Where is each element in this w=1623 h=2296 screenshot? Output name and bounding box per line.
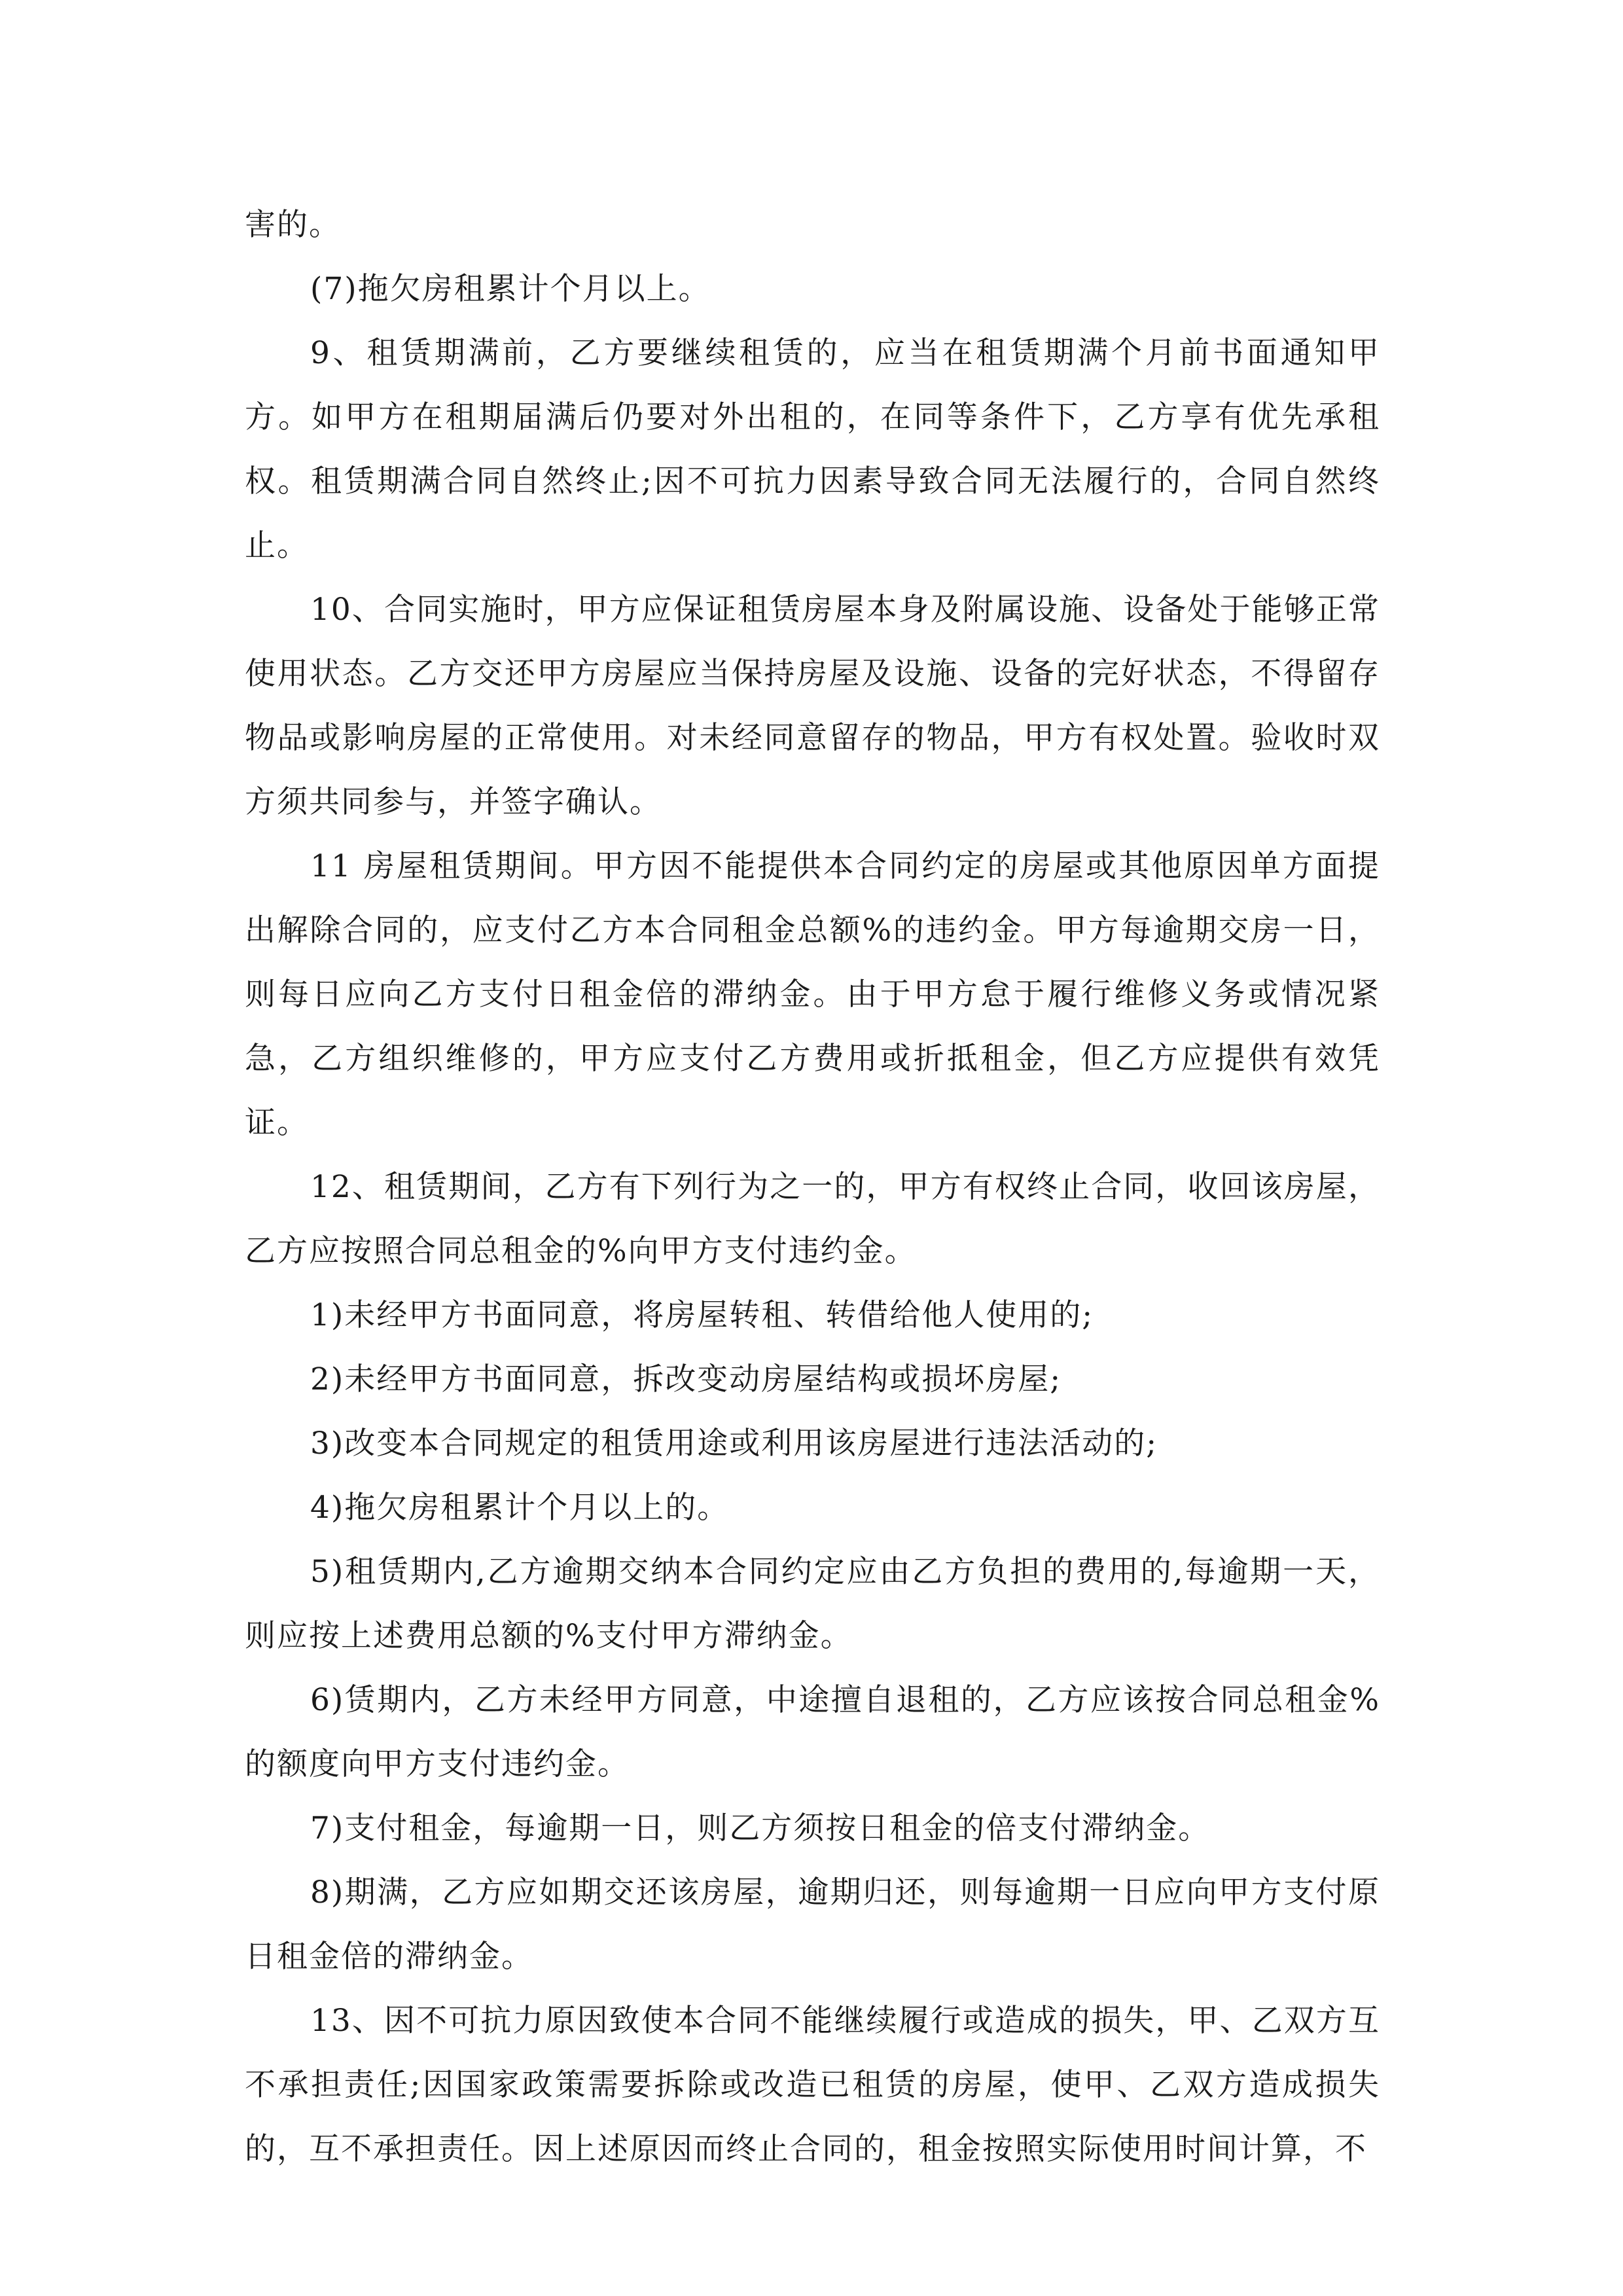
paragraph-clause-13: 13、因不可抗力原因致使本合同不能继续履行或造成的损失，甲、乙双方互不承担责任;因国家政策需要拆除或改造已租赁的房屋，使甲、乙双方造成损失的，互不承担责任。因上述原因而终止合同的，租金按照实际使用时间计算，不	[245, 2003, 1380, 2167]
paragraph-sub-8: 8)期满，乙方应如期交还该房屋，逾期归还，则每逾期一日应向甲方支付原日租金倍的滞纳金。	[245, 1874, 1380, 1975]
paragraph-item-7: (7)拖欠房租累计个月以上。	[310, 271, 711, 307]
paragraph-clause-10: 10、合同实施时，甲方应保证租赁房屋本身及附属设施、设备处于能够正常使用状态。乙方交还甲方房屋应当保持房屋及设施、设备的完好状态，不得留存物品或影响房屋的正常使用。对未经同意留存的物品，甲方有权处置。验收时双方须共同参与，并签字确认。	[245, 592, 1380, 820]
paragraph-sub-6: 6)赁期内，乙方未经甲方同意，中途擅自退租的，乙方应该按合同总租金%的额度向甲方支付违约金。	[245, 1682, 1380, 1782]
paragraph-clause-9: 9、租赁期满前，乙方要继续租赁的，应当在租赁期满个月前书面通知甲方。如甲方在租期届满后仍要对外出租的，在同等条件下，乙方享有优先承租权。租赁期满合同自然终止;因不可抗力因素导致合同无法履行的，合同自然终止。	[245, 335, 1380, 564]
paragraph-sub-2: 2)未经甲方书面同意，拆改变动房屋结构或损坏房屋;	[310, 1361, 1062, 1397]
paragraph-sub-7: 7)支付租金，每逾期一日，则乙方须按日租金的倍支付滞纳金。	[310, 1810, 1211, 1846]
paragraph-clause-11: 11 房屋租赁期间。甲方因不能提供本合同约定的房屋或其他原因单方面提出解除合同的，应支付乙方本合同租金总额%的违约金。甲方每逾期交房一日，则每日应向乙方支付日租金倍的滞纳金。由于甲方怠于履行维修义务或情况紧急，乙方组织维修的，甲方应支付乙方费用或折抵租金，但乙方应提供有效凭证。	[245, 848, 1380, 1141]
paragraph-continuation: 害的。	[245, 207, 341, 243]
paragraph-sub-4: 4)拖欠房租累计个月以上的。	[310, 1490, 730, 1526]
paragraph-clause-12: 12、租赁期间，乙方有下列行为之一的，甲方有权终止合同，收回该房屋，乙方应按照合同总租金的%向甲方支付违约金。	[245, 1169, 1380, 1269]
paragraph-sub-3: 3)改变本合同规定的租赁用途或利用该房屋进行违法活动的;	[310, 1426, 1158, 1462]
paragraph-sub-1: 1)未经甲方书面同意，将房屋转租、转借给他人使用的;	[310, 1297, 1094, 1333]
document-body	[245, 193, 1380, 2181]
paragraph-sub-5: 5)租赁期内,乙方逾期交纳本合同约定应由乙方负担的费用的,每逾期一天，则应按上述费用总额的%支付甲方滞纳金。	[245, 1554, 1380, 1654]
